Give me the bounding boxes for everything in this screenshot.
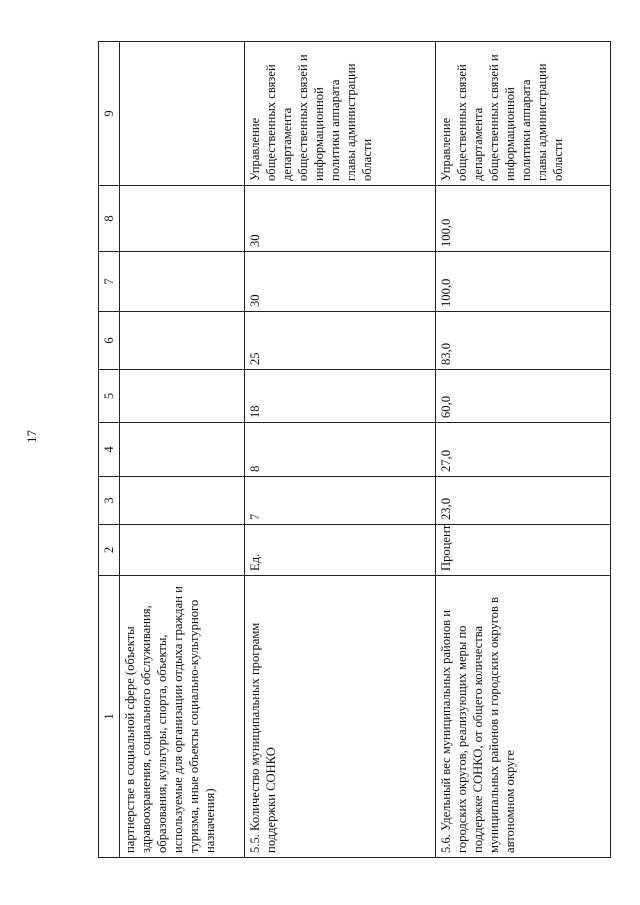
unit-cell: Процент [436,525,611,576]
header-cell-4: 4 [99,423,120,477]
header-cell-5: 5 [99,370,120,423]
value-cell: 30 [245,186,436,252]
responsible-cell: Управление общественных связей департамента общественных связей и информационной политики аппарата главы администрации области [245,42,436,186]
table-row [436,42,611,858]
header-cell-8: 8 [99,186,120,252]
header-cell-3: 3 [99,477,120,525]
value-cell: 83,0 [436,312,611,370]
indicator-table [98,41,611,858]
value-cell [120,252,245,312]
table-row [245,42,436,858]
value-cell [120,186,245,252]
value-cell: 7 [245,477,436,525]
indicator-name-cell: партнерстве в социальной сфере (объекты здравоохранения, социального обслуживания, образования, культуры, спорта, объекты, используемые для организации отдыха граждан и туризма, иные объекты социально-культурного назначения) [120,576,245,858]
value-cell: 27,0 [436,423,611,477]
value-cell: 25 [245,312,436,370]
value-cell: 8 [245,423,436,477]
value-cell: 30 [245,252,436,312]
header-cell-7: 7 [99,252,120,312]
responsible-cell: Управление общественных связей департамента общественных связей и информационной политики аппарата главы администрации области [436,42,611,186]
value-cell [120,477,245,525]
value-cell: 23,0 [436,477,611,525]
header-row [99,42,120,858]
value-cell [120,370,245,423]
header-cell-6: 6 [99,312,120,370]
unit-cell [120,525,245,576]
value-cell [120,312,245,370]
rotated-table-container [98,42,611,858]
value-cell [120,423,245,477]
responsible-cell [120,42,245,186]
value-cell: 60,0 [436,370,611,423]
header-cell-1: 1 [99,576,120,858]
value-cell: 18 [245,370,436,423]
indicator-name-cell: 5.6. Удельный вес муниципальных районов и городских округов, реализующих меры по поддержке СОНКО, от общего количества муниципальных районов и городских округов в автономном округе [436,576,611,858]
indicator-name-cell: 5.5. Количество муниципальных программ поддержки СОНКО [245,576,436,858]
header-cell-2: 2 [99,525,120,576]
value-cell: 100,0 [436,186,611,252]
unit-cell: Ед. [245,525,436,576]
table-row [120,42,245,858]
page-number: 17 [24,430,39,443]
header-cell-9: 9 [99,42,120,186]
value-cell: 100,0 [436,252,611,312]
